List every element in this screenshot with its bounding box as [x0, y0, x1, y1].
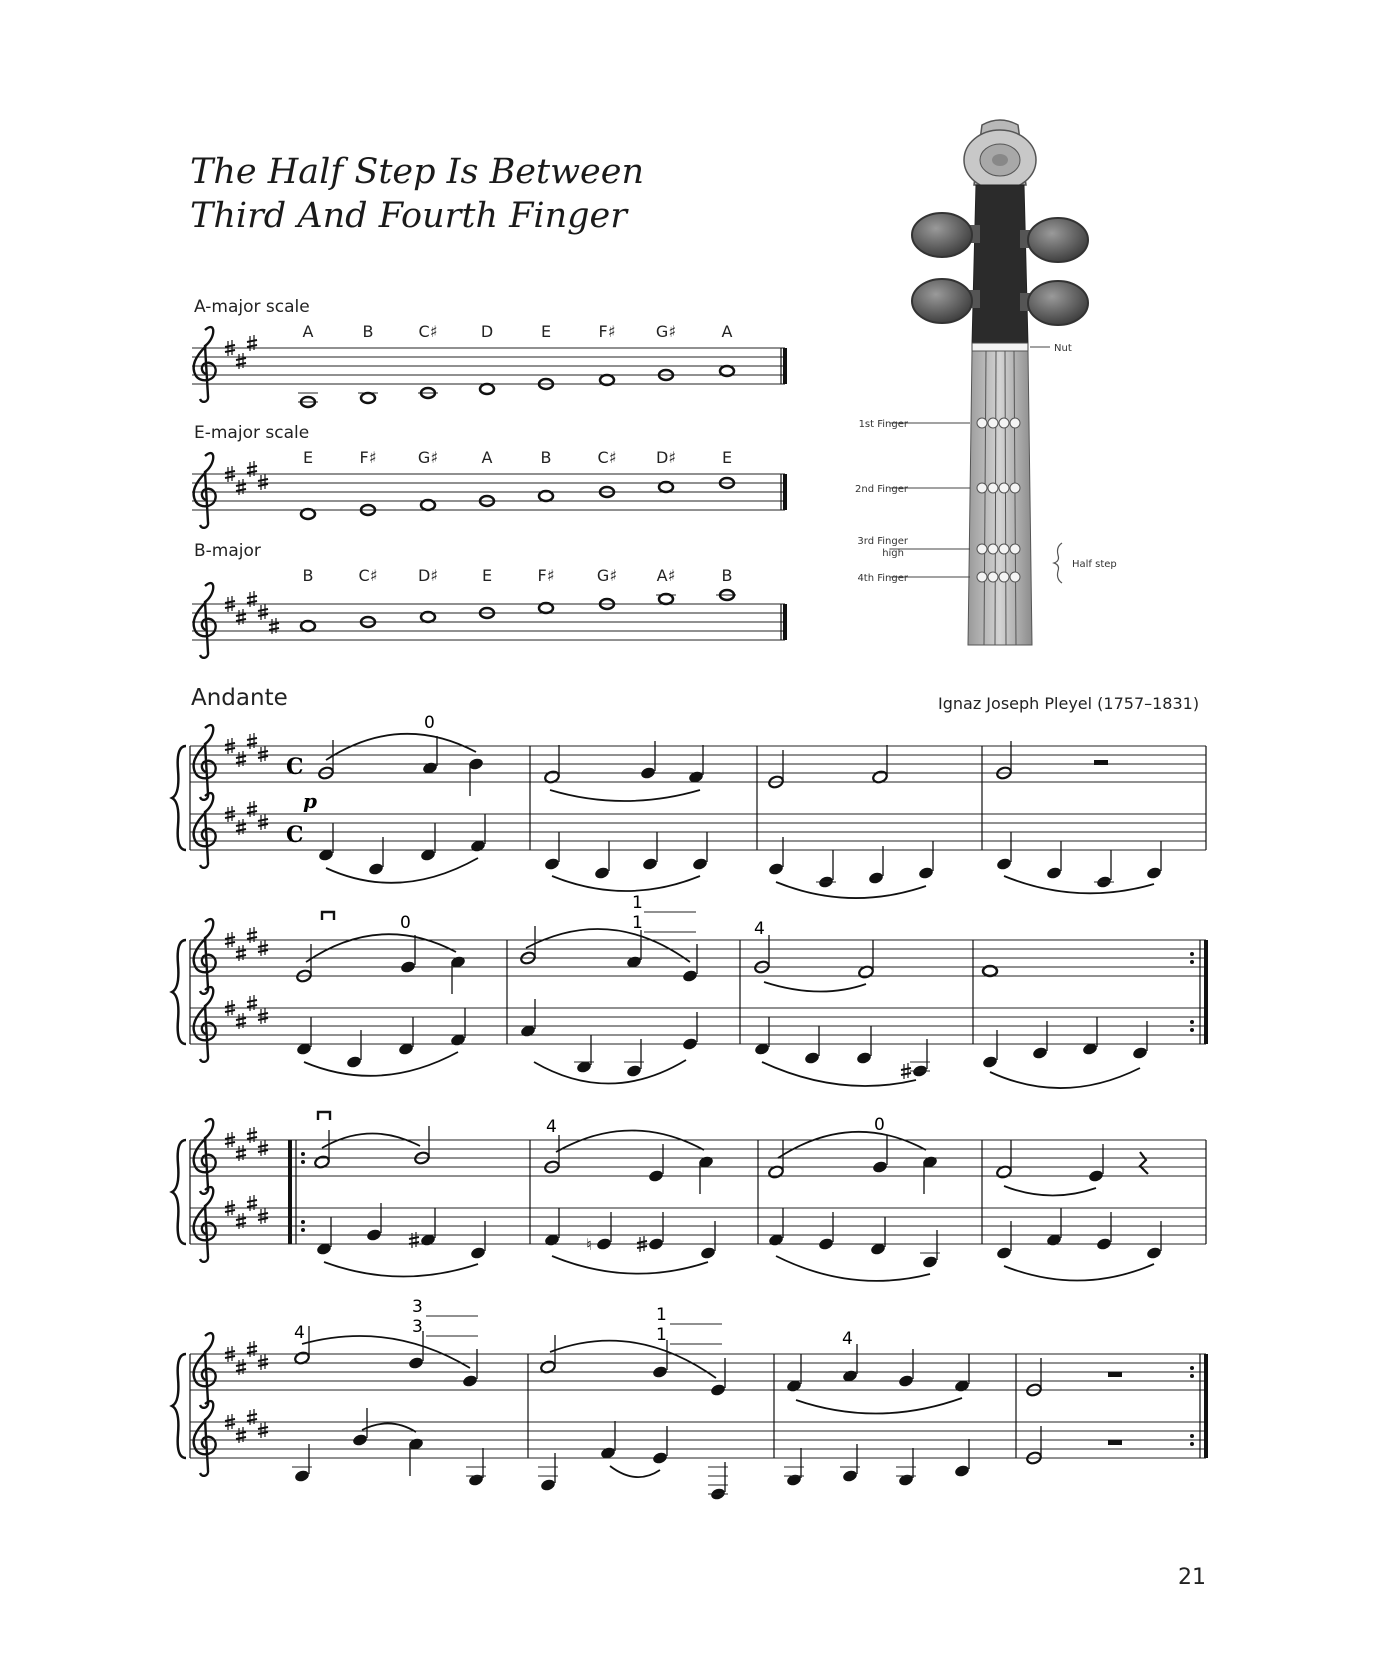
scale-note-name: G♯	[655, 322, 677, 341]
sharp-icon	[269, 618, 279, 634]
sharp-icon	[258, 474, 268, 490]
slur	[552, 1256, 708, 1274]
brace-icon	[172, 940, 186, 1044]
down-bow-icon	[322, 912, 334, 920]
scale-note-name: B	[540, 448, 552, 467]
key-signature	[225, 1341, 268, 1443]
scale-note-name: D♯	[417, 566, 439, 585]
scale-note-name: G♯	[596, 566, 618, 585]
key-signature	[225, 1127, 268, 1229]
common-time-icon: C	[286, 754, 304, 780]
page-number: 21	[1178, 1565, 1206, 1590]
sharp-icon	[236, 479, 246, 495]
fingering: 1	[632, 913, 643, 933]
fingering: 4	[754, 919, 765, 939]
staff-e-major	[192, 453, 785, 528]
fingering: 1	[656, 1325, 667, 1345]
finger4-label: 4th Finger	[857, 573, 908, 584]
composer-credit: Ignaz Joseph Pleyel (1757–1831)	[938, 694, 1200, 713]
music-system-3	[172, 1112, 1206, 1281]
finger3-sublabel: high	[882, 548, 904, 559]
slur	[796, 1398, 962, 1414]
slur	[534, 1060, 686, 1084]
slur	[324, 1262, 478, 1277]
fingering: 3	[412, 1317, 423, 1337]
sharp-icon	[236, 609, 246, 625]
scale-note-name: E	[302, 448, 314, 467]
treble-clef-icon	[194, 725, 216, 800]
scale-note-name: E	[481, 566, 493, 585]
scale-note-name: F♯	[598, 322, 616, 341]
slur	[990, 1068, 1140, 1088]
scale-note-name: A	[721, 322, 733, 341]
finger1-label: 1st Finger	[858, 419, 908, 430]
common-time-icon: C	[286, 822, 304, 848]
fingering: 1	[632, 893, 643, 913]
slur	[550, 790, 700, 801]
fingering: 3	[412, 1297, 423, 1317]
scale-note-name: D♯	[655, 448, 677, 467]
scale-note-name: F♯	[537, 566, 555, 585]
scale-note-name: C♯	[418, 322, 438, 341]
staff-b-major	[192, 583, 785, 658]
slur	[778, 1132, 926, 1158]
slur	[552, 876, 700, 891]
dynamic-mark: p	[303, 789, 317, 813]
scale-note-name: A	[481, 448, 493, 467]
treble-clef-icon	[194, 453, 216, 528]
scale-note-name: B	[302, 566, 314, 585]
scale-note-name: E	[721, 448, 733, 467]
scale-note-name: A	[302, 322, 314, 341]
scale-note-name: F♯	[359, 448, 377, 467]
treble-clef-icon	[194, 919, 216, 994]
title-line-1: The Half Step Is Between	[190, 152, 645, 192]
fingering: 0	[424, 713, 435, 733]
finger3-label: 3rd Finger	[857, 536, 908, 547]
scale-note-name: B	[362, 322, 374, 341]
slur	[1004, 1186, 1096, 1196]
scale-label-b-major: B-major	[194, 541, 261, 561]
quarter-rest-icon	[1140, 1152, 1148, 1174]
music-system-1	[172, 713, 1206, 898]
fingering: 0	[400, 913, 411, 933]
staff-a-major	[192, 327, 785, 407]
sharp-icon	[901, 1063, 911, 1079]
music-system-4	[172, 1297, 1206, 1501]
treble-clef-icon	[194, 1333, 216, 1408]
slur	[762, 1062, 916, 1086]
scale-label-e-major: E-major scale	[194, 423, 310, 443]
whole-note	[480, 384, 494, 394]
treble-clef-icon	[194, 1119, 216, 1194]
brace-icon	[172, 1354, 186, 1458]
slur	[326, 858, 478, 883]
natural-icon: ♮	[586, 1235, 592, 1254]
sharp-icon	[258, 604, 268, 620]
whole-note	[361, 393, 375, 403]
down-bow-icon	[318, 1112, 330, 1120]
music-system-2	[172, 893, 1206, 1088]
slur	[526, 929, 690, 962]
slur	[1004, 876, 1154, 893]
fingering: 4	[546, 1117, 557, 1137]
slur	[322, 1133, 420, 1148]
half-step-label: Half step	[1072, 559, 1117, 570]
title-line-2: Third And Fourth Finger	[190, 196, 628, 236]
slur	[776, 882, 926, 898]
half-rest-icon	[1094, 760, 1108, 765]
key-signature	[225, 733, 268, 835]
slur	[1004, 1264, 1154, 1281]
scale-note-name: C♯	[358, 566, 378, 585]
brace-icon	[172, 746, 186, 850]
slur	[304, 1052, 458, 1076]
scale-note-name: A♯	[656, 566, 676, 585]
treble-clef-icon	[194, 583, 216, 658]
nut-label: Nut	[1054, 343, 1072, 354]
sharp-icon	[409, 1232, 419, 1248]
treble-clef-icon	[194, 327, 216, 402]
treble-clef-icon	[194, 1187, 216, 1262]
sharp-icon	[247, 335, 257, 351]
treble-clef-icon	[194, 1401, 216, 1476]
sharp-icon	[236, 353, 246, 369]
slur	[776, 1256, 930, 1281]
scale-note-name: B	[721, 566, 733, 585]
scale-note-name: D	[480, 322, 494, 341]
fingering: 4	[842, 1329, 853, 1349]
scale-note-name: C♯	[597, 448, 617, 467]
tempo-marking: Andante	[191, 685, 288, 711]
slur	[326, 734, 476, 760]
sharp-icon	[247, 461, 257, 477]
half-rest-icon	[1108, 1440, 1122, 1445]
fingering: 1	[656, 1305, 667, 1325]
sharp-icon	[247, 591, 257, 607]
finger2-label: 2nd Finger	[855, 484, 908, 495]
scale-label-a-major: A-major scale	[194, 297, 310, 317]
treble-clef-icon	[194, 987, 216, 1062]
tie	[764, 982, 866, 992]
treble-clef-icon	[194, 793, 216, 868]
slur	[610, 1466, 660, 1477]
fingering: 4	[294, 1323, 305, 1343]
brace-icon	[172, 1140, 186, 1244]
half-rest-icon	[1108, 1372, 1122, 1377]
fingering: 0	[874, 1115, 885, 1135]
key-signature	[225, 927, 268, 1029]
scale-note-name: G♯	[417, 448, 439, 467]
scale-note-name: E	[540, 322, 552, 341]
